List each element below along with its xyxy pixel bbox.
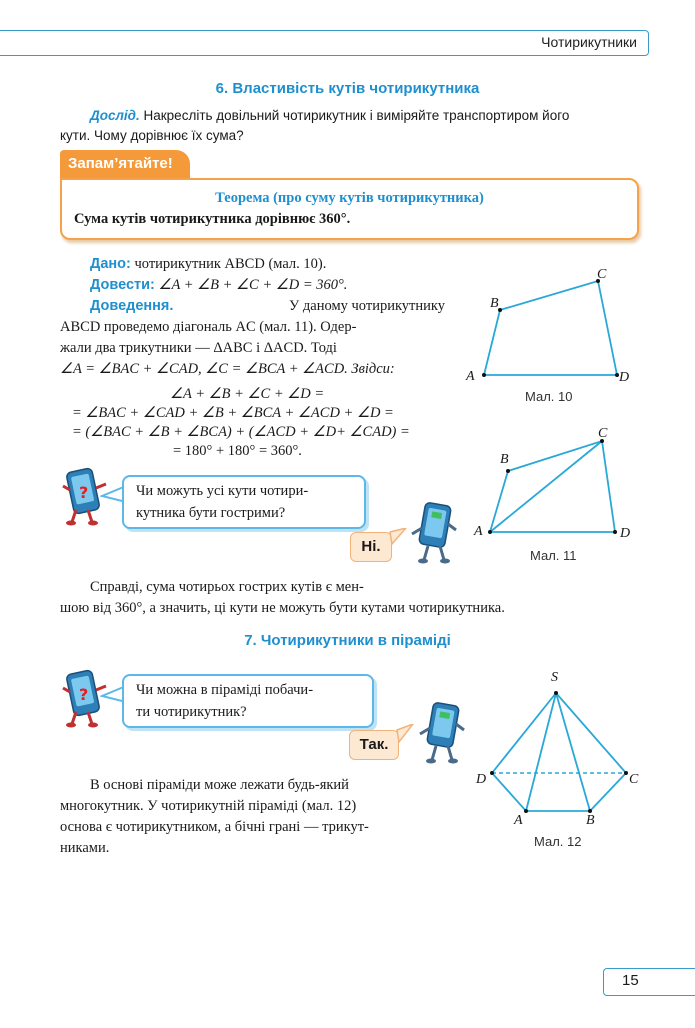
equation-3: = (∠BAC + ∠B + ∠BCA) + (∠ACD + ∠D+ ∠CAD) = xyxy=(72,424,410,440)
lateral-edge-sb xyxy=(556,693,590,811)
fig12-label-c: C xyxy=(629,772,639,787)
section-7-title: 7. Чотирикутники в піраміді xyxy=(244,632,451,649)
question-bubble-2 xyxy=(122,674,374,728)
fig10-label-a: A xyxy=(466,369,475,384)
pyramid-text-2: многокутник. У чотирикутній піраміді (мал. 12) xyxy=(60,798,357,814)
proof-line-1 xyxy=(90,296,445,317)
fig11-label-a: A xyxy=(474,524,483,539)
phone-character-answer-icon-2 xyxy=(416,700,468,766)
fig10-label-d: D xyxy=(619,370,630,385)
theorem-title: Теорема (про суму кутів чотирикутника) xyxy=(215,190,484,206)
svg-text:?: ? xyxy=(79,685,89,704)
prove-label: Довести: xyxy=(90,277,155,293)
point-a-dot xyxy=(482,373,486,377)
given-text: чотирикутник ABCD (мал. 10). xyxy=(134,256,327,272)
equation-4: = 180° + 180° = 360°. xyxy=(173,443,302,459)
answer-1: Ні. xyxy=(350,532,392,562)
figure-12 xyxy=(478,680,648,830)
fig11-label-c: C xyxy=(598,426,608,441)
fig12-label-d: D xyxy=(476,772,487,787)
given-label: Дано: xyxy=(90,256,131,272)
point-s-dot xyxy=(554,691,558,695)
figure-10 xyxy=(470,262,640,392)
experiment-label: Дослід. xyxy=(90,108,140,123)
fig12-label-a: A xyxy=(514,813,523,828)
pyramid-text-1: В основі піраміди може лежати будь-який xyxy=(90,777,349,793)
equation-1: ∠A + ∠B + ∠C + ∠D = xyxy=(170,386,325,402)
proof-text-3: жали два трикутники — ΔABC і ΔACD. Тоді xyxy=(60,340,337,356)
theorem-text: Сума кутів чотирикутника дорівнює 360°. xyxy=(74,211,351,227)
question-2-line-2: ти чотирикутник? xyxy=(136,704,247,720)
base-edge-da xyxy=(492,773,526,811)
experiment-text-2: кути. Чому дорівнює їх сума? xyxy=(60,128,244,143)
conclusion-line-2: шою від 360°, а значить, ці кути не можуть бути кутами чотирикутника. xyxy=(60,600,505,616)
point-d-dot-11 xyxy=(613,530,617,534)
lateral-edge-sc xyxy=(556,693,626,773)
running-header: Чотирикутники xyxy=(541,34,637,50)
point-d-dot-12 xyxy=(490,771,494,775)
page-number-box xyxy=(603,968,695,996)
point-b-dot-11 xyxy=(506,469,510,473)
experiment-line-1 xyxy=(90,106,569,126)
page-number: 15 xyxy=(622,972,639,989)
prove-line xyxy=(90,275,347,296)
point-a-dot-11 xyxy=(488,530,492,534)
point-a-dot-12 xyxy=(524,809,528,813)
fig12-caption: Мал. 12 xyxy=(534,834,582,849)
base-edge-bc xyxy=(590,773,626,811)
svg-text:?: ? xyxy=(79,483,89,502)
figure-11 xyxy=(470,425,640,545)
answer-tail-1 xyxy=(388,528,408,548)
answer-tail-2 xyxy=(395,724,415,744)
fig12-label-s: S xyxy=(551,670,558,685)
proof-text-1: У даному чотирикутнику xyxy=(289,298,445,314)
question-1-line-1: Чи можуть усі кути чотири- xyxy=(136,483,309,499)
fig10-caption: Мал. 10 xyxy=(525,389,573,404)
proof-text-2: ABCD проведемо діагональ AC (мал. 11). Одер- xyxy=(60,319,357,335)
section-6-title: 6. Властивість кутів чотирикутника xyxy=(215,80,480,97)
conclusion-line-1: Справді, сума чотирьох гострих кутів є мен- xyxy=(90,579,364,595)
fig10-label-b: B xyxy=(490,296,499,311)
question-1-line-2: кутника бути гострими? xyxy=(136,505,286,521)
fig11-label-b: B xyxy=(500,452,509,467)
point-c-dot-12 xyxy=(624,771,628,775)
remember-label: Запам’ятайте! xyxy=(60,150,190,178)
proof-label: Доведення. xyxy=(90,298,174,314)
fig10-label-c: C xyxy=(597,267,607,282)
theorem-box xyxy=(60,178,639,240)
experiment-text-1: Накресліть довільний чотирикутник і виміряйте транспортиром його xyxy=(143,108,570,123)
quadrilateral-abcd xyxy=(484,281,617,375)
prove-text: ∠A + ∠B + ∠C + ∠D = 360°. xyxy=(158,277,348,293)
proof-text-4: ∠A = ∠BAC + ∠CAD, ∠C = ∠BCA + ∠ACD. Звідси: xyxy=(60,361,395,377)
question-bubble-1 xyxy=(122,475,366,529)
given-line xyxy=(90,254,326,275)
fig11-label-d: D xyxy=(620,526,631,541)
answer-2: Так. xyxy=(349,730,399,760)
phone-character-answer-icon xyxy=(408,500,460,566)
question-2-line-1: Чи можна в піраміді побачи- xyxy=(136,682,314,698)
fig12-label-b: B xyxy=(586,813,595,828)
pyramid-text-3: основа є чотирикутником, а бічні грані — трикут- xyxy=(60,819,369,835)
fig11-caption: Мал. 11 xyxy=(530,548,577,563)
pyramid-text-4: никами. xyxy=(60,840,110,856)
equation-2: = ∠BAC + ∠CAD + ∠B + ∠BCA + ∠ACD + ∠D = xyxy=(72,405,394,421)
